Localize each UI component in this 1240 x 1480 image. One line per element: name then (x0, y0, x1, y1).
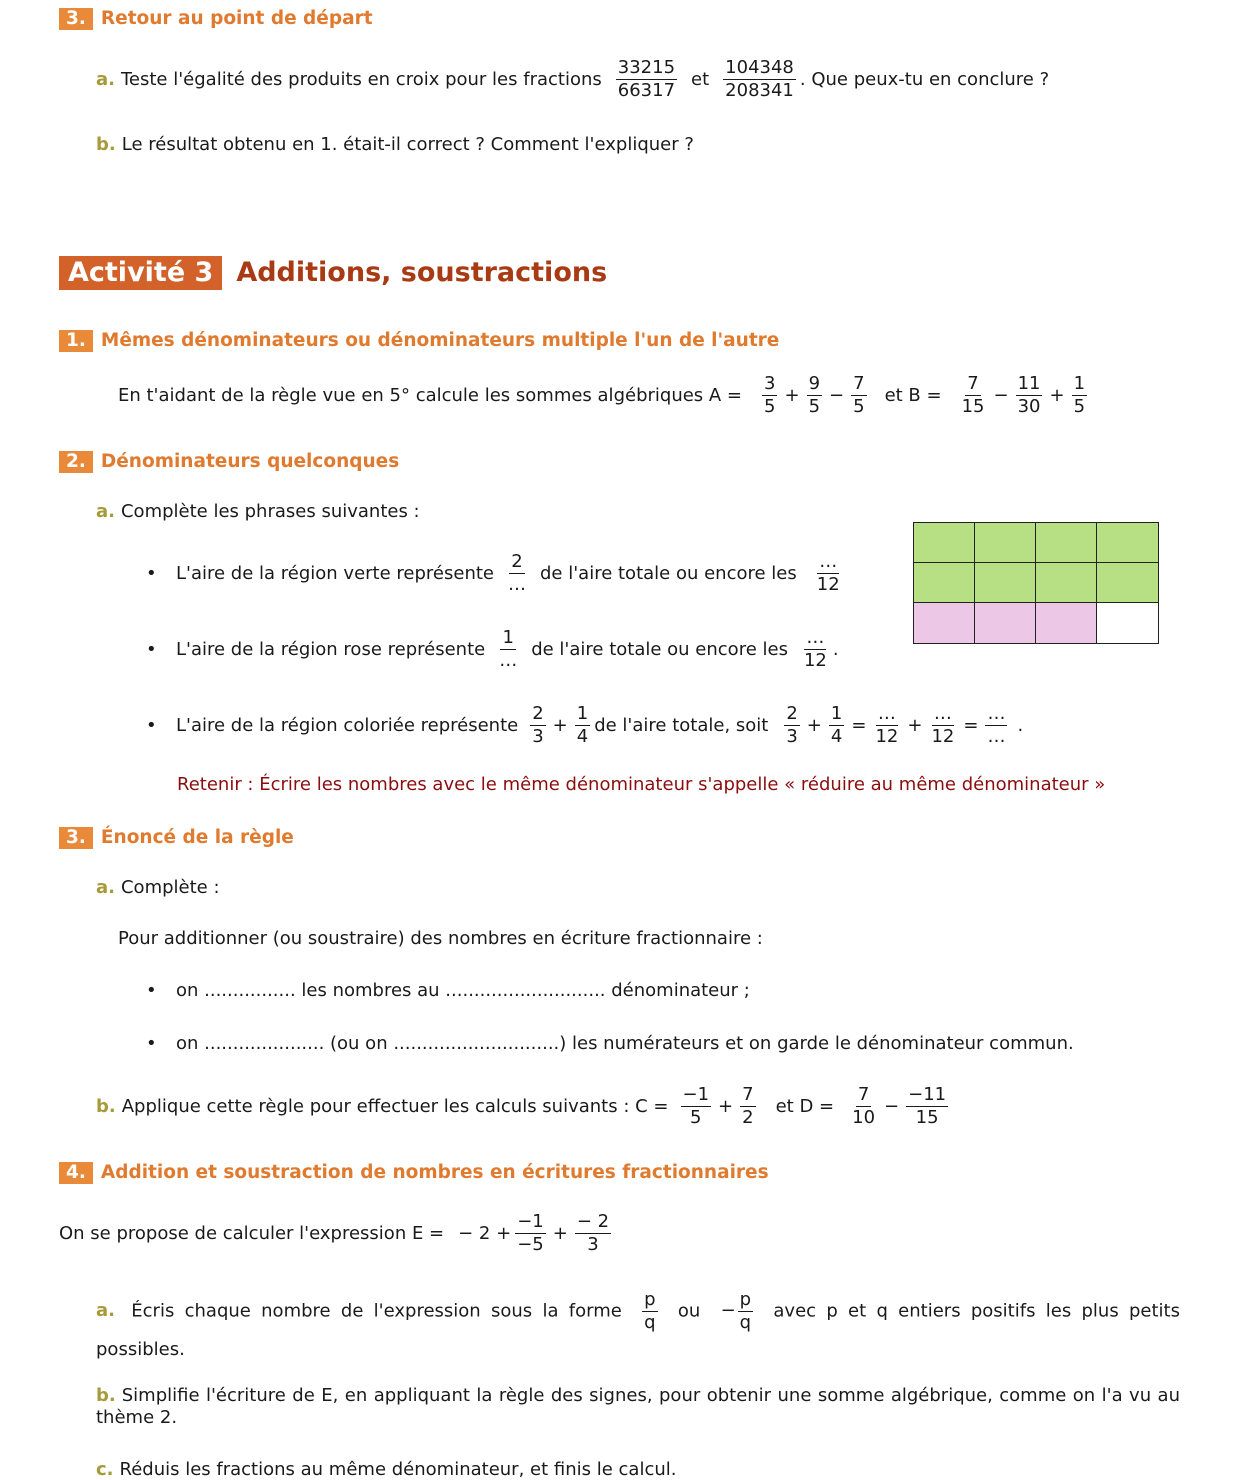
grid-cell-pink (975, 603, 1036, 643)
operator: = (963, 714, 979, 736)
operator: + (552, 714, 568, 736)
grid-cell-green (1097, 563, 1158, 603)
item-letter: a. (96, 1300, 115, 1322)
question-text: Le résultat obtenu en 1. était-il correct ? Comment l'expliquer ? (121, 134, 694, 155)
section-title: Dénominateurs quelconques (100, 451, 400, 472)
expression-lead: − 2 + (458, 1222, 512, 1244)
fraction: $\frac{11}{30}$ (1017, 373, 1041, 417)
question-text: Teste l'égalité des produits en croix pour les fractions (120, 68, 602, 90)
fraction: $\frac{104348}{208341}$ (725, 57, 794, 101)
fraction: $\frac{3}{5}$ (764, 373, 776, 417)
fraction: $\frac{1}{4}$ (830, 703, 843, 747)
activity-label: Activité 3 (59, 256, 222, 290)
question-text: Complète les phrases suivantes : (120, 501, 420, 522)
bullet-line (146, 628, 839, 671)
operator: + (907, 714, 923, 736)
section-number: 1. (59, 330, 93, 352)
fraction: $\frac{-1}{-5}$ (517, 1211, 544, 1255)
fraction: $\frac{p}{q}$ (739, 1289, 752, 1333)
section-number: 2. (59, 451, 93, 473)
bullet-text: L'aire de la région coloriée représente (176, 714, 519, 736)
section-title: Retour au point de départ (100, 8, 373, 29)
bullet-text: on ................ les nombres au ............................ dénominateur ; (176, 980, 750, 1001)
rule-intro: Pour additionner (ou soustraire) des nombres en écriture fractionnaire : (118, 928, 763, 949)
conjunction: et (691, 68, 710, 90)
question-text: Écris chaque nombre de l'expression sous la forme (131, 1300, 622, 1322)
question-b (96, 1385, 1180, 1429)
fraction: $\frac{- 2}{3}$ (576, 1211, 610, 1255)
conjunction: et D = (775, 1095, 835, 1117)
item-letter: b. (96, 1385, 116, 1406)
grid-cell-green (975, 523, 1036, 563)
activity-heading (59, 256, 607, 290)
bullet-text: de l'aire totale ou encore les (531, 638, 788, 660)
fraction: $\frac{1}{\dots}$ (499, 627, 518, 671)
bullet-line (146, 704, 1023, 747)
fraction: $\frac{7}{5}$ (853, 373, 865, 417)
item-letter: a. (96, 68, 115, 90)
grid-cell-pink (1036, 603, 1097, 643)
bullet-text: L'aire de la région verte représente (176, 562, 494, 584)
section-title: Addition et soustraction de nombres en écritures fractionnaires (100, 1162, 769, 1183)
bullet-line (146, 980, 750, 1001)
bullet: • (146, 562, 157, 584)
fraction: $\frac{\dots}{12}$ (816, 551, 840, 595)
fraction: $\frac{9}{5}$ (808, 373, 821, 417)
operator: − (720, 1300, 736, 1322)
section-number: 3. (59, 8, 93, 30)
section-heading (59, 8, 373, 30)
fraction: $\frac{1}{4}$ (576, 703, 589, 747)
grid-cell-green (914, 523, 975, 563)
grid-cell-green (1097, 523, 1158, 563)
bullet-text: de l'aire totale, soit (594, 714, 769, 736)
item-letter: c. (96, 1459, 114, 1480)
fraction: $\frac{-1}{5}$ (682, 1084, 710, 1128)
fraction: $\frac{\dots}{\dots}$ (987, 703, 1006, 747)
question-text: avec p et q entiers positifs les plus petits possibles. (96, 1300, 1180, 1360)
fraction: $\frac{2}{3}$ (532, 703, 544, 747)
grid-cell-white (1097, 603, 1158, 643)
instruction-text: En t'aidant de la règle vue en 5° calcule les sommes algébriques A = (118, 384, 743, 406)
bullet-text: de l'aire totale ou encore les (540, 562, 797, 584)
question-b (96, 134, 694, 155)
section-number: 4. (59, 1162, 93, 1184)
grid-cell-pink (914, 603, 975, 643)
section-heading (59, 1162, 769, 1184)
punctuation: . (1017, 714, 1024, 736)
activity-title: Additions, soustractions (236, 257, 608, 288)
conjunction: ou (677, 1300, 701, 1322)
retenir-note: Retenir : Écrire les nombres avec le même dénominateur s'appelle « réduire au même dénominateur » (177, 774, 1106, 795)
question-a (96, 877, 220, 898)
question-c (96, 1459, 676, 1480)
question-a (96, 58, 1049, 101)
bullet: • (146, 1033, 157, 1054)
fraction: $\frac{2}{3}$ (786, 703, 798, 747)
section-number: 3. (59, 827, 93, 849)
question-text: Complète : (120, 877, 220, 898)
bullet: • (146, 638, 157, 660)
bullet-text: on ..................... (ou on .............................) les numérateurs et on garde le dénominateur commun. (176, 1033, 1074, 1054)
section-heading (59, 827, 294, 849)
question-text: . Que peux-tu en conclure ? (799, 68, 1050, 90)
item-letter: b. (96, 134, 116, 155)
question-text: Simplifie l'écriture de E, en appliquant la règle des signes, pour obtenir une somme algébrique, comme on l'a vu au thème 2. (96, 1385, 1180, 1428)
fraction: $\frac{2}{\dots}$ (508, 551, 526, 595)
section-heading (59, 330, 779, 352)
fraction: $\frac{7}{2}$ (742, 1084, 754, 1128)
fraction: $\frac{7}{15}$ (961, 373, 985, 417)
section-title: Mêmes dénominateurs ou dénominateurs multiple l'un de l'autre (100, 330, 780, 351)
operator: + (718, 1095, 734, 1117)
fraction: $\frac{7}{10}$ (852, 1084, 876, 1128)
operator: = (851, 714, 867, 736)
sum-expressions (118, 374, 1091, 417)
operator: + (784, 384, 800, 406)
bullet: • (146, 980, 157, 1001)
bullet-line (146, 1033, 1074, 1054)
operator: − (993, 384, 1009, 406)
conjunction: et B = (884, 384, 942, 406)
fraction: $\frac{\dots}{12}$ (803, 627, 827, 671)
grid-cell-green (1036, 523, 1097, 563)
item-letter: a. (96, 501, 115, 522)
bullet-text: L'aire de la région rose représente (176, 638, 486, 660)
fraction: $\frac{\dots}{12}$ (875, 703, 899, 747)
section-title: Énoncé de la règle (100, 827, 294, 848)
fraction: $\frac{p}{q}$ (644, 1289, 656, 1333)
expression-e (59, 1212, 615, 1255)
grid-cell-green (1036, 563, 1097, 603)
fraction: $\frac{1}{5}$ (1073, 373, 1086, 417)
fraction: $\frac{33215}{66317}$ (617, 57, 676, 101)
item-letter: b. (96, 1095, 116, 1117)
fraction: $\frac{\dots}{12}$ (931, 703, 955, 747)
bullet-line (146, 552, 846, 595)
question-text: Applique cette règle pour effectuer les calculs suivants : C = (121, 1095, 669, 1117)
question-b (96, 1085, 952, 1128)
operator: − (829, 384, 845, 406)
operator: + (1049, 384, 1065, 406)
question-text: Réduis les fractions au même dénominateur, et finis le calcul. (119, 1459, 677, 1480)
operator: + (552, 1222, 568, 1244)
punctuation: . (832, 638, 839, 660)
item-letter: a. (96, 877, 115, 898)
grid-cell-green (975, 563, 1036, 603)
grid-cell-green (914, 563, 975, 603)
fraction: $\frac{-11}{15}$ (908, 1084, 947, 1128)
question-a (96, 1290, 1180, 1367)
area-grid (913, 522, 1159, 644)
bullet: • (146, 714, 157, 736)
operator: − (884, 1095, 900, 1117)
instruction-text: On se propose de calculer l'expression E = (59, 1222, 445, 1244)
question-a (96, 501, 420, 522)
operator: + (806, 714, 822, 736)
section-heading (59, 451, 399, 473)
